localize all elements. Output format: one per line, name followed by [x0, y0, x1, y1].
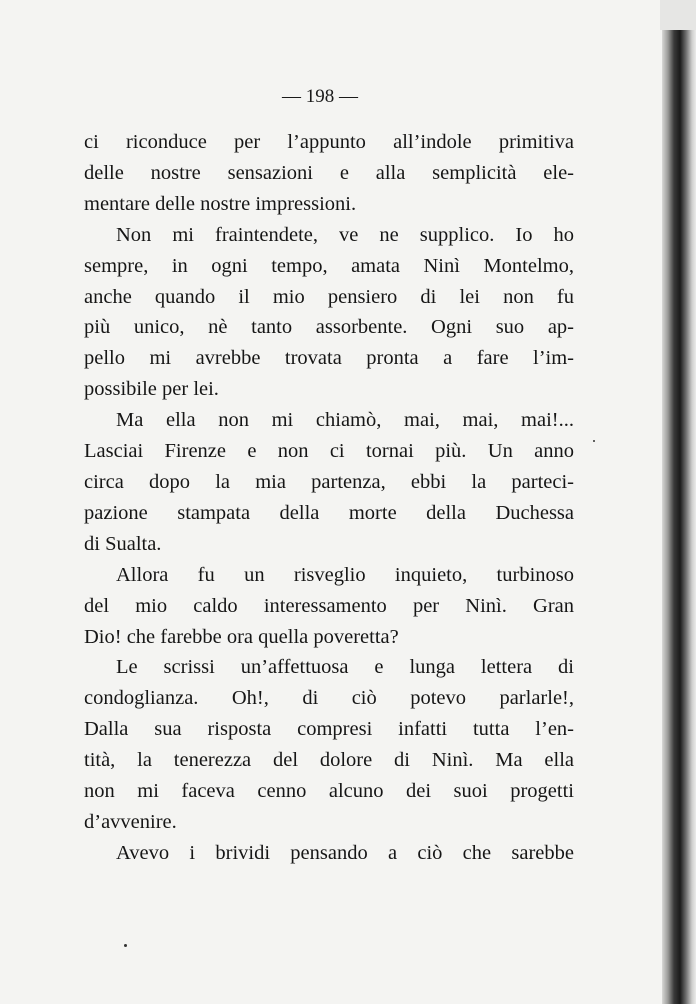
- text-line: condoglianza. Oh!, di ciò potevo parlarle!,: [84, 687, 574, 710]
- scan-speck: [124, 944, 127, 947]
- text-line: possibile per lei.: [84, 378, 219, 401]
- body-text: [84, 127, 574, 869]
- text-line: più unico, nè tanto assorbente. Ogni suo ap-: [84, 316, 574, 339]
- text-line: sempre, in ogni tempo, amata Ninì Montelmo,: [84, 254, 574, 277]
- text-line: delle nostre sensazioni e alla semplicità ele-: [84, 161, 574, 184]
- text-line: non mi faceva cenno alcuno dei suoi progetti: [84, 780, 574, 803]
- text-line: pello mi avrebbe trovata pronta a fare l’im-: [84, 347, 574, 370]
- scan-speck: [593, 440, 595, 442]
- page-corner: [660, 0, 696, 30]
- text-line: Allora fu un risveglio inquieto, turbinoso: [116, 563, 574, 586]
- text-line: ci riconduce per l’appunto all’indole primitiva: [84, 131, 574, 153]
- text-line: Ma ella non mi chiamò, mai, mai, mai!...: [116, 409, 574, 432]
- text-line: Dio! che farebbe ora quella poveretta?: [84, 625, 399, 648]
- text-line: Dalla sua risposta compresi infatti tutta l’en-: [84, 718, 574, 741]
- text-line: mentare delle nostre impressioni.: [84, 192, 357, 215]
- text-line: Le scrissi un’affettuosa e lunga lettera di: [116, 656, 574, 679]
- text-line: Non mi fraintendete, ve ne supplico. Io ho: [116, 223, 574, 246]
- text-line: Avevo i brividi pensando a ciò che sarebbe: [116, 841, 574, 864]
- text-line: del mio caldo interessamento per Ninì. Gran: [84, 594, 574, 617]
- text-line: d’avvenire.: [84, 810, 177, 833]
- page-number: — 198 —: [282, 86, 358, 107]
- text-line: di Sualta.: [84, 532, 162, 555]
- text-line: anche quando il mio pensiero di lei non fu: [84, 285, 574, 308]
- text-line: circa dopo la mia partenza, ebbi la parteci-: [84, 470, 574, 493]
- text-line: pazione stampata della morte della Duchessa: [84, 501, 574, 524]
- text-line: tità, la tenerezza del dolore di Ninì. Ma ella: [84, 749, 574, 772]
- text-line: Lasciai Firenze e non ci tornai più. Un anno: [84, 440, 574, 463]
- book-spine: [662, 0, 696, 1004]
